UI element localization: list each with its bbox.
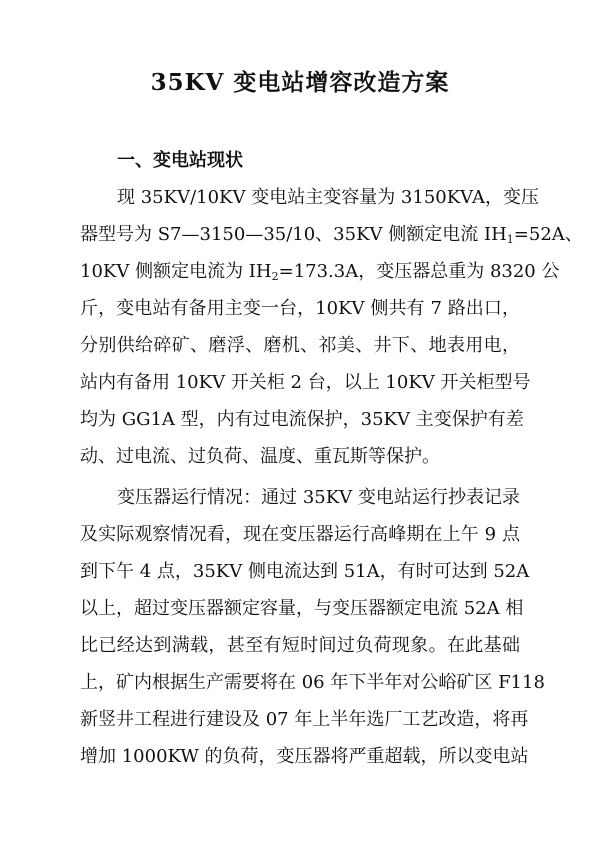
paragraph-line: 及实际观察情况看，现在变压器运行高峰期在上午 9 点 [80,524,520,545]
text-segment: =52A、 [513,224,583,245]
paragraph-line: 站内有备用 10KV 开关柜 2 台，以上 10KV 开关柜型号 [80,372,531,393]
paragraph-line [80,257,560,283]
paragraph-line: 动、过电流、过负荷、温度、重瓦斯等保护。 [80,446,440,467]
subscript: 1 [506,233,514,246]
document-title: 35KV 变电站增容改造方案 [150,69,450,96]
paragraph-line: 分别供给碎矿、磨浮、磨机、祁美、井下、地表用电， [80,335,520,356]
section-heading: 一、变电站现状 [117,150,243,171]
text-segment: 器型号为 S7—3150—35/10、35KV 侧额定电流 IH [80,224,507,245]
paragraph-line: 上，矿内根据生产需要将在 06 年下半年对公峪矿区 F118 [80,672,545,693]
paragraph-line: 增加 1000KW 的负荷，变压器将严重超载，所以变电站 [80,746,529,767]
paragraph-line [80,220,583,246]
text-segment: 10KV 侧额定电流为 IH [80,261,272,282]
paragraph-line: 现 35KV/10KV 变电站主变容量为 3150KVA，变压 [117,187,539,208]
paragraph-line: 到下午 4 点，35KV 侧电流达到 51A，有时可达到 52A [80,561,530,582]
paragraph-line: 均为 GG1A 型，内有过电流保护，35KV 主变保护有差 [80,409,524,430]
text-segment: =173.3A，变压器总重为 8320 公 [278,261,560,282]
paragraph-line: 以上，超过变压器额定容量，与变压器额定电流 52A 相 [80,598,524,619]
paragraph-line: 变压器运行情况：通过 35KV 变电站运行抄表记录 [117,487,520,508]
paragraph-line: 比已经达到满载，甚至有短时间过负荷现象。在此基础 [80,635,520,656]
paragraph-line: 斤，变电站有备用主变一台，10KV 侧共有 7 路出口， [80,298,520,319]
subscript: 2 [271,270,279,283]
paragraph-line: 新竖井工程进行建设及 07 年上半年选厂工艺改造，将再 [80,709,529,730]
